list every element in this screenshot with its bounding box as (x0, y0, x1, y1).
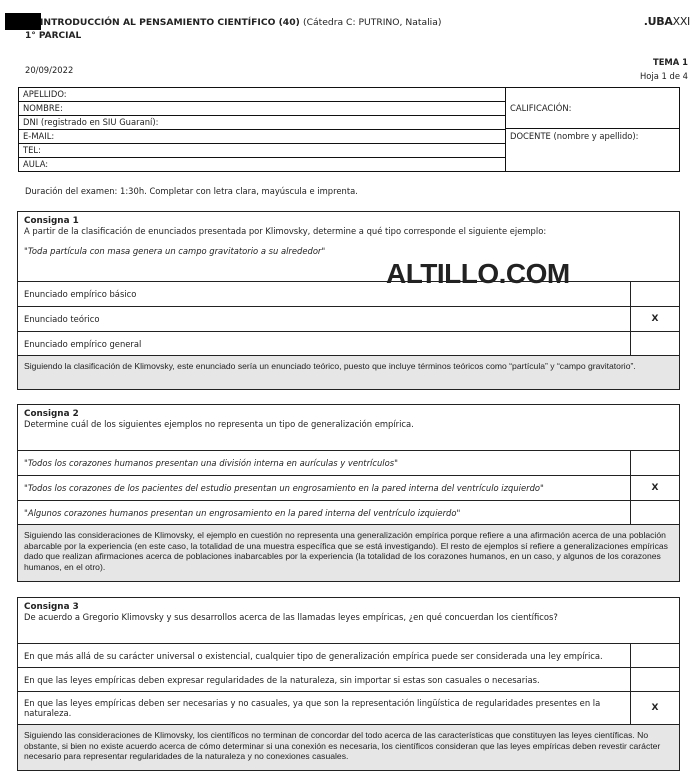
answer-cell[interactable] (631, 282, 679, 306)
answer-cell[interactable] (631, 451, 679, 475)
option-row[interactable] (18, 692, 679, 725)
field-docente[interactable]: DOCENTE (nombre y apellido): (510, 131, 639, 141)
option-text: En que las leyes empíricas deben expresar regularidades de la naturaleza, sin importar si estas son casuales o necesarias. (18, 668, 631, 691)
option-text: Enunciado empírico básico (18, 282, 631, 306)
question-1 (17, 211, 680, 390)
answer-cell[interactable] (631, 332, 679, 355)
answer-cell[interactable]: X (651, 483, 659, 493)
option-row[interactable] (18, 307, 679, 332)
option-row[interactable] (18, 451, 679, 476)
field-email[interactable]: E-MAIL: (19, 130, 505, 144)
field-calificacion[interactable]: CALIFICACIÓN: (506, 88, 679, 129)
answer-cell[interactable] (631, 501, 679, 524)
field-tel[interactable]: TEL: (19, 144, 505, 158)
student-info-table (18, 87, 680, 172)
question-title: Consigna 2 (24, 409, 79, 419)
question-prompt: A partir de la clasificación de enunciados presentada por Klimovsky, determine a qué tipo corresponde el siguiente ejemplo: (24, 226, 547, 236)
answer-cell[interactable]: X (651, 703, 659, 713)
watermark: ALTILLO.COM (386, 258, 570, 289)
exam-date: 20/09/2022 (25, 65, 74, 75)
question-title: Consigna 1 (24, 216, 79, 226)
option-row[interactable] (18, 668, 679, 692)
question-header (18, 598, 679, 644)
question-example: "Toda partícula con masa genera un campo gravitatorio a su alrededor" (24, 246, 326, 256)
option-text: "Algunos corazones humanos presentan un engrosamiento en la pared interna del ventrículo izquierdo" (18, 501, 631, 524)
course-title: INTRODUCCIÓN AL PENSAMIENTO CIENTÍFICO (40) (Cátedra C: PUTRINO, Natalia) (40, 17, 442, 28)
field-apellido[interactable]: APELLIDO: (19, 88, 505, 102)
option-text: En que las leyes empíricas deben ser necesarias y no casuales, ya que son la representación lingüística de regularidades presentes en la naturaleza. (18, 692, 631, 724)
question-prompt: De acuerdo a Gregorio Klimovsky y sus desarrollos acerca de las llamadas leyes empíricas, ¿en qué concuerdan los científicos? (24, 612, 558, 622)
option-text: "Todos los corazones humanos presentan una división interna en aurículas y ventrículos" (18, 451, 631, 475)
redaction-box (5, 13, 41, 30)
question-2 (17, 404, 680, 582)
field-aula[interactable]: AULA: (23, 159, 49, 169)
feedback: Siguiendo las consideraciones de Klimovsky, el ejemplo en cuestión no representa una generalización empírica porque refiere a una afirmación acerca de una población abarcable por la experiencia (en este caso, la totalidad de una muestra específica que se está investigando). El resto de ejemplos sí refiere a generalizaciones empíricas dado que realizan afirmaciones acerca de poblaciones inabarcables por la experiencia (la totalidad de los corazones humanos, en un caso, y algunos de los corazones humanos, en el otro). (18, 525, 679, 581)
exam-name: 1° PARCIAL (25, 31, 82, 41)
question-3 (17, 597, 680, 771)
option-text: Enunciado teórico (18, 307, 631, 331)
tema-label: TEMA 1 (653, 57, 688, 67)
question-prompt: Determine cuál de los siguientes ejemplos no representa un tipo de generalización empírica. (24, 419, 414, 429)
question-header (18, 405, 679, 451)
option-text: "Todos los corazones de los pacientes del estudio presentan un engrosamiento en la pared interna del ventrículo izquierdo" (18, 476, 631, 500)
answer-cell[interactable] (631, 644, 679, 667)
option-text: Enunciado empírico general (18, 332, 631, 355)
answer-cell[interactable]: X (651, 314, 659, 324)
feedback: Siguiendo la clasificación de Klimovsky, este enunciado sería un enunciado teórico, puesto que incluye términos teóricos como “partícula” y “campo gravitatorio”. (18, 356, 679, 389)
page-indicator: Hoja 1 de 4 (640, 71, 688, 81)
option-row[interactable] (18, 282, 679, 307)
option-row[interactable] (18, 332, 679, 356)
option-row[interactable] (18, 501, 679, 525)
field-dni[interactable]: DNI (registrado en SIU Guaraní): (19, 116, 505, 130)
question-title: Consigna 3 (24, 602, 79, 612)
instructions: Duración del examen: 1:30h. Completar con letra clara, mayúscula e imprenta. (25, 186, 358, 196)
question-header (18, 212, 679, 282)
uba-xxi-logo: .UBAXXI (643, 15, 690, 28)
option-row[interactable] (18, 476, 679, 501)
option-row[interactable] (18, 644, 679, 668)
field-nombre[interactable]: NOMBRE: (19, 102, 505, 116)
answer-cell[interactable] (631, 668, 679, 691)
option-text: En que más allá de su carácter universal o existencial, cualquier tipo de generalización empírica puede ser considerada una ley empírica. (18, 644, 631, 667)
feedback: Siguiendo las consideraciones de Klimovsky, los científicos no terminan de concordar del todo acerca de las características que constituyen las leyes científicas. No obstante, si bien no existe acuerdo acerca de cómo determinar si una conexión es necesaria, los científicos consideran que las leyes empíricas deben revestir carácter necesario para representar regularidades de la naturaleza y no conexiones casuales. (18, 725, 679, 770)
